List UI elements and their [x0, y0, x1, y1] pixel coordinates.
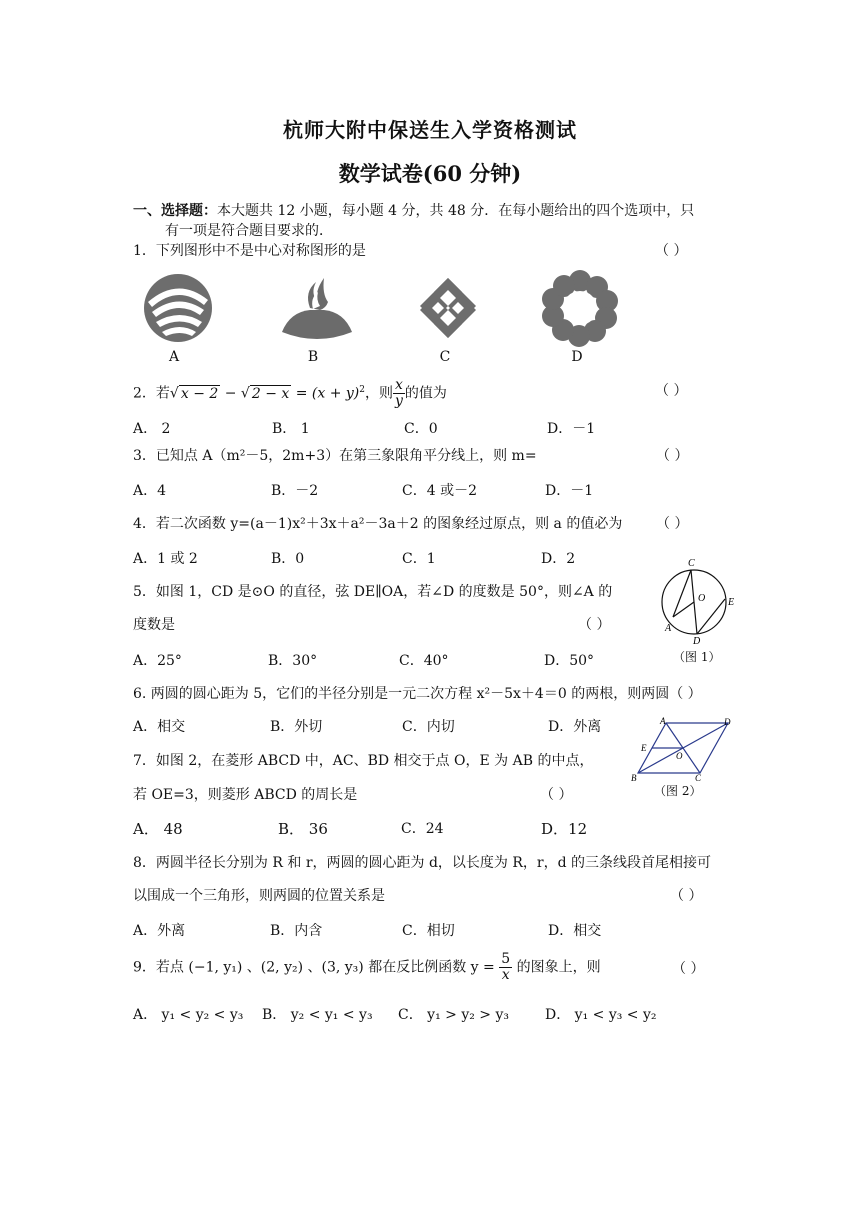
exam-subtitle: 数学试卷(60 分钟)	[338, 161, 522, 186]
q2-expr1: x − 2	[180, 385, 219, 402]
q2-option-d: D．－1	[547, 421, 596, 437]
section-title: 一、选择题：	[133, 203, 217, 219]
q3-text: 已知点 A（m²－5，2m+3）在第三象限角平分线上，则 m=	[155, 448, 537, 464]
q2-answer-paren[interactable]: （ ）	[655, 383, 688, 399]
q9-option-b: B． y₂ < y₁ < y₃	[262, 1007, 373, 1023]
q3-number: 3．	[133, 448, 156, 464]
q8-option-a: A．外离	[133, 923, 186, 939]
q5-option-d: D．50°	[544, 653, 595, 669]
question-7	[133, 750, 593, 770]
fig1-label-d: D	[693, 636, 701, 647]
q9-option-a: A． y₁ < y₂ < y₃	[133, 1007, 244, 1023]
q2-option-a: A． 2	[133, 421, 171, 437]
q1-figure-c-knot	[418, 276, 478, 340]
q6-option-a: A．相交	[133, 719, 186, 735]
q2-rhs: = (x + y)	[291, 385, 360, 402]
q7-option-d: D．12	[541, 820, 588, 838]
question-4	[133, 513, 622, 533]
q1-answer-paren[interactable]: （ ）	[655, 243, 688, 259]
q2-option-c: C．0	[404, 421, 438, 437]
q9-prefix: 若点 (−1, y₁) 、(2, y₂) 、(3, y₃) 都在反比例函数 y =	[155, 959, 500, 976]
q1-caption-b: B	[307, 349, 319, 365]
q4-option-c: C．1	[402, 551, 436, 567]
q3-option-d: D．－1	[545, 483, 594, 499]
fig2-label-c: C	[695, 773, 702, 783]
q2-prefix: 若	[155, 385, 170, 402]
question-8	[133, 852, 711, 872]
q4-answer-paren[interactable]: （ ）	[656, 516, 689, 532]
q8-answer-paren[interactable]: （ ）	[670, 888, 703, 904]
q2-expr2: 2 − x	[251, 385, 290, 402]
q6-option-c: C．内切	[402, 719, 455, 735]
q7-line2: 若 OE=3，则菱形 ABCD 的周长是	[133, 787, 358, 803]
q5-option-a: A．25°	[133, 653, 182, 669]
q3-answer-paren[interactable]: （ ）	[656, 448, 689, 464]
q3-option-b: B．－2	[271, 483, 319, 499]
q1-figure-a-logo	[142, 272, 214, 344]
section-heading	[133, 200, 694, 220]
question-3	[133, 445, 537, 465]
fig2-label-e: E	[641, 743, 647, 753]
q9-option-d: D． y₁ < y₃ < y₂	[545, 1007, 657, 1023]
q8-number: 8．	[133, 855, 156, 871]
q8-option-c: C．相切	[402, 923, 455, 939]
q1-caption-d: D	[571, 349, 583, 365]
q4-option-d: D．2	[541, 551, 576, 567]
sqrt-sign-2: √	[240, 385, 250, 402]
q1-number: 1．	[133, 243, 156, 259]
q5-option-c: C．40°	[399, 653, 449, 669]
fig1-label-a: A	[665, 623, 672, 634]
figure-2-rhombus-diagram	[628, 715, 740, 787]
q1-text: 下列图形中不是中心对称图形的是	[155, 243, 366, 259]
q7-option-b: B． 36	[278, 820, 328, 838]
q2-exp: 2	[359, 384, 366, 395]
q7-option-a: A． 48	[133, 820, 183, 838]
q9-suffix: 的图象上，则	[512, 959, 601, 976]
q7-option-c: C．24	[401, 821, 444, 837]
figure-1-caption: （图 1）	[673, 650, 721, 664]
fig1-label-o: O	[698, 593, 706, 604]
q4-option-b: B．0	[271, 551, 305, 567]
q1-caption-c: C	[439, 349, 451, 365]
section-instructions-2: 有一项是符合题目要求的．	[165, 223, 333, 239]
q5-number: 5．	[133, 584, 156, 600]
q2-number: 2．	[133, 385, 156, 402]
q1-figure-d-flower	[540, 268, 620, 348]
section-instructions-1: 本大题共 12 小题，每小题 4 分，共 48 分．在每小题给出的四个选项中，只	[217, 203, 695, 219]
fig1-label-c: C	[688, 558, 695, 569]
fig2-label-a: A	[660, 716, 666, 726]
fig2-label-b: B	[631, 773, 637, 783]
q3-option-c: C．4 或－2	[402, 483, 477, 499]
q5-option-b: B．30°	[268, 653, 318, 669]
q9-option-c: C． y₁ > y₂ > y₃	[398, 1007, 509, 1023]
q3-option-a: A．4	[133, 483, 167, 499]
question-2	[133, 378, 447, 409]
q9-fraction	[499, 952, 512, 983]
q7-line1: 如图 2，在菱形 ABCD 中，AC、BD 相交于点 O，E 为 AB 的中点，	[155, 753, 594, 769]
q2-suffix: 的值为	[404, 385, 447, 402]
fig2-label-o: O	[676, 751, 683, 761]
figure-2-caption: （图 2）	[654, 784, 702, 798]
q7-answer-paren[interactable]: （ ）	[540, 787, 573, 803]
q9-frac-den: x	[501, 967, 510, 983]
q5-line1: 如图 1，CD 是⊙O 的直径，弦 DE∥OA，若∠D 的度数是 50°，则∠A 的	[155, 584, 613, 600]
question-1	[133, 240, 366, 260]
q2-option-b: B． 1	[272, 421, 310, 437]
q6-option-d: D．外离	[548, 719, 602, 735]
q8-line1: 两圆半径长分别为 R 和 r，两圆的圆心距为 d，以长度为 R，r，d 的三条线段首尾相接可	[155, 855, 712, 871]
q5-line2: 度数是	[133, 617, 175, 633]
question-9	[133, 952, 601, 983]
exam-title: 杭师大附中保送生入学资格测试	[283, 118, 577, 142]
q5-answer-paren[interactable]: （ ）	[578, 617, 611, 633]
q4-option-a: A．1 或 2	[133, 551, 198, 567]
q1-figure-b-flame	[280, 272, 354, 342]
fig1-label-e: E	[728, 597, 735, 608]
figure-1-circle-diagram	[655, 555, 745, 655]
q2-frac-den: y	[395, 393, 403, 409]
question-5	[133, 581, 612, 601]
fig2-label-d: D	[724, 717, 731, 727]
q9-frac-num: 5	[501, 951, 511, 967]
q2-mid: ，则	[365, 385, 394, 402]
q8-line2: 以围成一个三角形，则两圆的位置关系是	[133, 888, 385, 904]
q1-caption-a: A	[168, 349, 180, 365]
question-6: 6. 两圆的圆心距为 5，它们的半径分别是一元二次方程 x²－5x＋4＝0 的两根，则两圆（ ）	[133, 686, 702, 702]
q8-option-d: D．相交	[548, 923, 602, 939]
sqrt-sign-1: √	[169, 385, 179, 402]
q4-text: 若二次函数 y=(a－1)x²＋3x＋a²－3a＋2 的图象经过原点，则 a 的值必为	[155, 516, 623, 532]
q8-option-b: B．内含	[270, 923, 323, 939]
q7-number: 7．	[133, 753, 156, 769]
q2-frac-num: x	[395, 377, 403, 393]
q6-option-b: B．外切	[270, 719, 323, 735]
q2-fraction	[393, 378, 405, 409]
q9-number: 9．	[133, 959, 156, 976]
q9-answer-paren[interactable]: （ ）	[672, 961, 705, 977]
q4-number: 4．	[133, 516, 156, 532]
q2-minus: −	[220, 385, 241, 402]
